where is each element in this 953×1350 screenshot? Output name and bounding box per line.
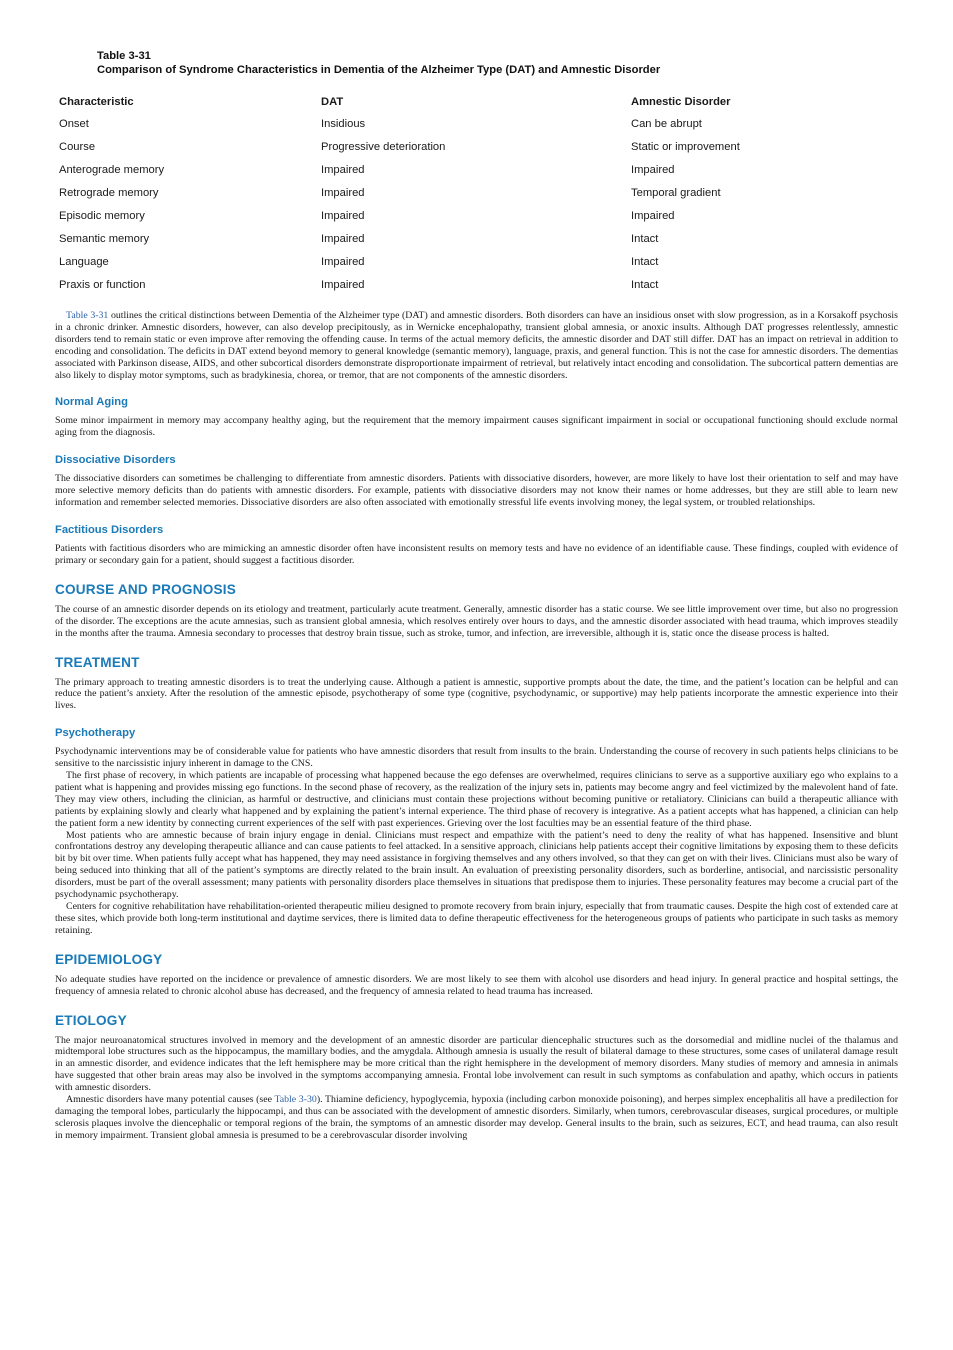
psychotherapy-paragraph-1: Psychodynamic interventions may be of considerable value for patients who have amnestic disorders that result from insults to the brain. Understanding the course of recovery in such patients helps clinicians to be sensitive to the narcissistic injury inherent in damage to the CNS. <box>55 746 898 770</box>
table-cell: Impaired <box>321 255 365 268</box>
etiology-paragraph-1: The major neuroanatomical structures involved in memory and the development of an amnestic disorder are particular diencephalic structures such as the dorsomedial and midline nuclei of the thalamus and midtemporal lobe structures such as the hippocampus, the mamillary bodies, and the amygdala. Although amnesia is usually the result of bilateral damage to these structures, some cases of unilateral damage result in an amnestic disorder, and evidence indicates that the left hemisphere may be more critical than the right hemisphere in the development of memory disorders. Many studies of memory and amnesia in animals have suggested that other brain areas may also be involved in the symptoms accompanying amnesia. Frontal lobe involvement can result in such symptoms as confabulation and apathy, which occurs in patients with amnestic disorders. <box>55 1034 898 1094</box>
normal-aging-heading: Normal Aging <box>55 396 128 409</box>
psychotherapy-paragraph-4: Centers for cognitive rehabilitation have rehabilitation-oriented therapeutic milieu designed to promote recovery from brain injury, especially that from traumatic causes. Despite the high cost of extended care at these sites, which provide both long-term institutional and daytime services, there is limited data to define therapeutic effectiveness for the heterogeneous groups of patients who participate in such tasks as memory retaining. <box>55 901 898 936</box>
table-cell: Onset <box>59 117 89 130</box>
table-cell: Language <box>59 255 109 268</box>
factitious-heading: Factitious Disorders <box>55 523 164 536</box>
table-header-row <box>55 92 898 112</box>
epidemiology-heading: EPIDEMIOLOGY <box>55 951 163 967</box>
table-row <box>55 135 898 158</box>
column-header-characteristic: Characteristic <box>59 96 134 108</box>
etiology-heading: ETIOLOGY <box>55 1012 127 1028</box>
psychotherapy-heading: Psychotherapy <box>55 727 136 740</box>
table-row <box>55 227 898 250</box>
etiology-paragraph-2 <box>55 1094 898 1142</box>
dissociative-paragraph: The dissociative disorders can sometimes be challenging to differentiate from amnestic disorders. Patients with dissociative disorders, however, are more likely to have lost their orientation to self and may have more selective memory deficits than do patients with amnestic disorders. For example, patients with dissociative disorders may not know their names or home addresses, but they are still able to learn new information and remember selected memories. Dissociative disorders are also often associated with emotionally stressful life events involving money, the legal system, or troubled relationships. <box>55 473 898 509</box>
table-cell: Temporal gradient <box>631 186 721 199</box>
normal-aging-paragraph: Some minor impairment in memory may accompany healthy aging, but the requirement that the memory impairment causes significant impairment in social or occupational functioning should exclude normal aging from the diagnosis. <box>55 415 898 439</box>
table-row <box>55 204 898 227</box>
etiology-text-after: ). Thiamine deficiency, hypoglycemia, hypoxia (including carbon monoxide poisoning), and herpes simplex encephalitis all have a predilection for damaging the temporal lobes, particularly the hippocampi, and thus can be associated with the development of amnestic disorders. Similarly, when tumors, cerebrovascular diseases, surgical procedures, or multiple sclerosis plaques involve the diencephalic or temporal regions of the brain, the symptoms of an amnestic disorder may develop. General insults to the brain, such as seizures, ECT, and head trauma, can also result in memory impairment. Transient global amnesia is presumed to be a cerebrovascular disorder involving <box>55 1094 899 1141</box>
table-cell: Semantic memory <box>59 232 150 245</box>
table-cell: Episodic memory <box>59 209 145 222</box>
course-prognosis-heading: COURSE AND PROGNOSIS <box>55 581 236 597</box>
etiology-text-before: Amnestic disorders have many potential causes (see <box>66 1094 275 1106</box>
table-3-31-link[interactable]: Table 3-31 <box>66 310 109 321</box>
table-cell: Intact <box>631 278 659 291</box>
intro-text: outlines the critical distinctions between Dementia of the Alzheimer type (DAT) and amnestic disorders. Both disorders can have an insidious onset with slow progression, as in a Korsakoff psychosis in a chronic drinker. Amnestic disorders, however, can also develop precipitously, as in Wernicke encephalopathy, transient global amnesia, or anoxic insults. Although DAT progresses relentlessly, amnestic disorders tend to remain static or even improve after removing the offending cause. In terms of the actual memory deficits, the amnestic disorder and DAT still differ. DAT has an impact on retrieval in addition to encoding and consolidation. The deficits in DAT extend beyond memory to general knowledge (semantic memory), language, praxis, and general function. This is not the case for amnestic disorders. The dementias associated with Parkinson disease, AIDS, and other subcortical disorders demonstrate disproportionate impairment of retrieval, but relatively intact encoding and consolidation. The subcortical pattern dementias are also likely to display motor symptoms, such as bradykinesia, chorea, or tremor, that are not components of the amnestic disorders. <box>55 310 898 381</box>
table-cell: Impaired <box>631 209 675 222</box>
table-cell: Static or improvement <box>631 140 740 153</box>
psychotherapy-paragraph-2: The first phase of recovery, in which patients are incapable of processing what happened because the ego defenses are overwhelmed, requires clinicians to serve as a supportive auxiliary ego who explains to a patient what is happening and provides missing ego functions. In the second phase of recovery, as the realization of the injury sets in, patients may become angry and feel victimized by the malevolent hand of fate. They may view others, including the clinician, as harmful or destructive, and clinicians must contain these projections without becoming punitive or retaliatory. Clinicians can build a therapeutic alliance with patients by explaining slowly and clearly what happened and by explaining the patient’s internal experience. The third phase of recovery is integrative. As a patient accepts what has happened, a clinician can help the patient form a new identity by connecting current experiences of the self with past experiences. Grieving over the lost faculties may be an essential feature of the third phase. <box>55 770 898 829</box>
table-cell: Impaired <box>321 209 365 222</box>
course-paragraph: The course of an amnestic disorder depends on its etiology and treatment, particularly acute treatment. Generally, amnestic disorder has a static course. We see little improvement over time, but also no progression of the disorder. The exceptions are the acute amnesias, such as transient global amnesia, which resolves entirely over hours to days, and the amnestic disorder associated with head trauma, which improves steadily in the months after the trauma. Amnesia secondary to processes that destroy brain tissue, such as stroke, tumor, and infection, are irreversible, although it is, static once the disease process is halted. <box>55 603 898 639</box>
psychotherapy-paragraph-3: Most patients who are amnestic because of brain injury engage in denial. Clinicians must respect and empathize with the patient’s need to deny the reality of what has happened. Insensitive and blunt confrontations destroy any developing therapeutic alliance and can cause patients to feel attacked. In a sensitive approach, clinicians help patients accept their cognitive limitations by exposing them to these deficits bit by bit over time. When patients fully accept what has happened, they may need assistance in forgiving themselves and any others involved, so that they can get on with their lives. Clinicians must also be wary of being seduced into thinking that all of the patient’s symptoms are directly related to the brain insult. An evaluation of preexisting personality disorders, such as borderline, antisocial, and narcissistic personality disorders, must be part of the overall assessment; many patients with personality disorders place themselves in situations that predispose them to injuries. These personality features may become a crucial part of the psychodynamic psychotherapy. <box>55 829 898 901</box>
table-cell: Anterograde memory <box>59 163 165 176</box>
comparison-table <box>55 92 898 296</box>
treatment-heading: TREATMENT <box>55 654 140 670</box>
table-row <box>55 112 898 135</box>
table-row <box>55 181 898 204</box>
table-cell: Praxis or function <box>59 278 146 291</box>
table-cell: Impaired <box>631 163 675 176</box>
table-caption <box>97 50 898 77</box>
table-title: Comparison of Syndrome Characteristics in Dementia of the Alzheimer Type (DAT) and Amnestic Disorder <box>97 63 661 76</box>
table-cell: Impaired <box>321 163 365 176</box>
table-cell: Intact <box>631 232 659 245</box>
table-number: Table 3-31 <box>97 50 151 62</box>
table-cell: Progressive deterioration <box>321 140 446 153</box>
table-cell: Intact <box>631 255 659 268</box>
table-cell: Impaired <box>321 278 365 291</box>
intro-paragraph <box>55 310 898 381</box>
table-row <box>55 158 898 181</box>
page-content <box>55 50 898 1142</box>
table-cell: Impaired <box>321 186 365 199</box>
epidemiology-paragraph: No adequate studies have reported on the incidence or prevalence of amnestic disorders. We are most likely to see them with alcohol use disorders and head injury. In general practice and hospital settings, the frequency of amnesia related to chronic alcohol abuse has decreased, and the frequency of amnesia related to head trauma has increased. <box>55 973 898 997</box>
factitious-paragraph: Patients with factitious disorders who are mimicking an amnestic disorder often have inconsistent results on memory tests and have no evidence of an identifiable cause. These findings, coupled with evidence of primary or secondary gain for a patient, should suggest a factitious disorder. <box>55 542 898 566</box>
table-cell: Course <box>59 140 96 153</box>
table-cell: Impaired <box>321 232 365 245</box>
column-header-amnestic: Amnestic Disorder <box>631 96 731 108</box>
table-row <box>55 273 898 296</box>
table-cell: Retrograde memory <box>59 186 159 199</box>
column-header-dat: DAT <box>321 96 344 108</box>
dissociative-heading: Dissociative Disorders <box>55 454 176 467</box>
treatment-paragraph: The primary approach to treating amnestic disorders is to treat the underlying cause. Although a patient is amnestic, supportive prompts about the date, the time, and the patient’s location can be helpful and can reduce the patient’s anxiety. After the resolution of the amnestic episode, psychotherapy of some type (cognitive, psychodynamic, or supportive) may help patients incorporate the amnestic experience into their lives. <box>55 676 898 712</box>
table-row <box>55 250 898 273</box>
table-cell: Insidious <box>321 117 366 130</box>
table-cell: Can be abrupt <box>631 117 702 130</box>
table-3-30-link[interactable]: Table 3-30 <box>274 1094 317 1106</box>
